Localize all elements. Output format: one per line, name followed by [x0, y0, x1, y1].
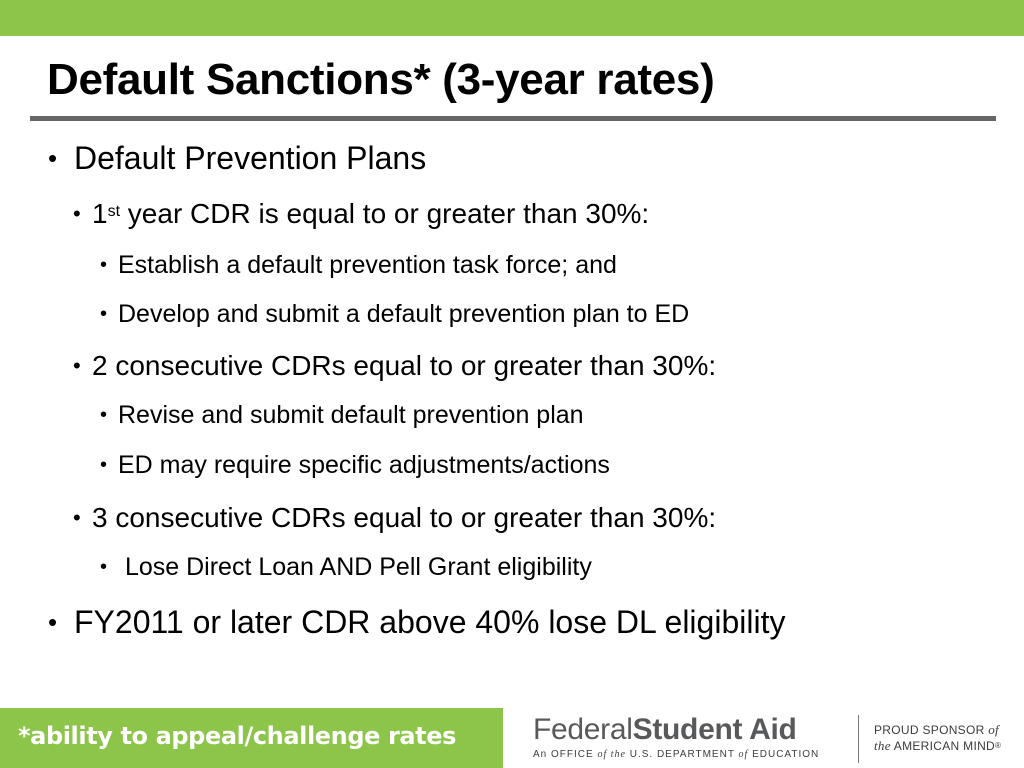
logo-sub-of: of [597, 749, 608, 760]
bullet-dot: • [73, 505, 81, 530]
logo-sub-of: of [738, 749, 749, 760]
logo-federal: Federal [533, 713, 633, 746]
logo-sub-the: the [607, 749, 626, 760]
sponsor-text: AMERICAN MIND [890, 739, 996, 753]
bullet-dot: • [100, 254, 108, 276]
logo-sub-part: U.S. DEPARTMENT [625, 749, 739, 760]
logo-student-aid: Student Aid [632, 713, 797, 746]
ordinal-suffix: st [107, 203, 121, 220]
sponsor-text: PROUD SPONSOR [874, 723, 989, 737]
ordinal-number: 1 [92, 198, 108, 229]
sponsor-tagline [874, 722, 1001, 754]
bullet-dot: • [100, 303, 108, 325]
bullet-text: Default Prevention Plans [74, 140, 427, 176]
sponsor-of: of [988, 722, 999, 737]
bullet-text: Develop and submit a default prevention plan to ED [118, 300, 690, 328]
logo-wordmark [533, 712, 797, 748]
logo-divider [858, 715, 859, 763]
logo-sub-part: EDUCATION [748, 749, 820, 760]
footer-note-box [0, 708, 503, 768]
bullet-text [92, 196, 649, 232]
bullet-dot: • [100, 454, 108, 476]
logo-sub-part: An OFFICE [533, 749, 598, 760]
bullet-text: ED may require specific adjustments/actions [118, 451, 610, 479]
bullet-text: FY2011 or later CDR above 40% lose DL eligibility [74, 604, 786, 640]
bullet-dot: • [48, 143, 58, 173]
bullet-text: Revise and submit default prevention plan [118, 401, 584, 429]
sponsor-the: the [874, 738, 891, 753]
bullet-dot: • [73, 353, 81, 378]
footer-note: *ability to appeal/challenge rates [18, 722, 457, 750]
registered-mark: ® [995, 741, 1002, 750]
bullet-text: Lose Direct Loan AND Pell Grant eligibility [118, 553, 592, 581]
bullet-dot: • [100, 556, 108, 578]
bullet-dot: • [73, 201, 81, 226]
bullet-dot: • [100, 404, 108, 426]
bullet-text: 2 consecutive CDRs equal to or greater than 30%: [92, 350, 717, 381]
logo-subtitle [533, 749, 819, 760]
slide-title: Default Sanctions* (3-year rates) [47, 55, 715, 104]
bullet-text: Establish a default prevention task force; and [118, 251, 617, 279]
bullet-text: 3 consecutive CDRs equal to or greater than 30%: [92, 502, 717, 533]
bullet-text-rest: year CDR is equal to or greater than 30%: [120, 198, 650, 229]
federal-student-aid-logo [503, 708, 1024, 768]
bullet-dot: • [48, 607, 58, 637]
